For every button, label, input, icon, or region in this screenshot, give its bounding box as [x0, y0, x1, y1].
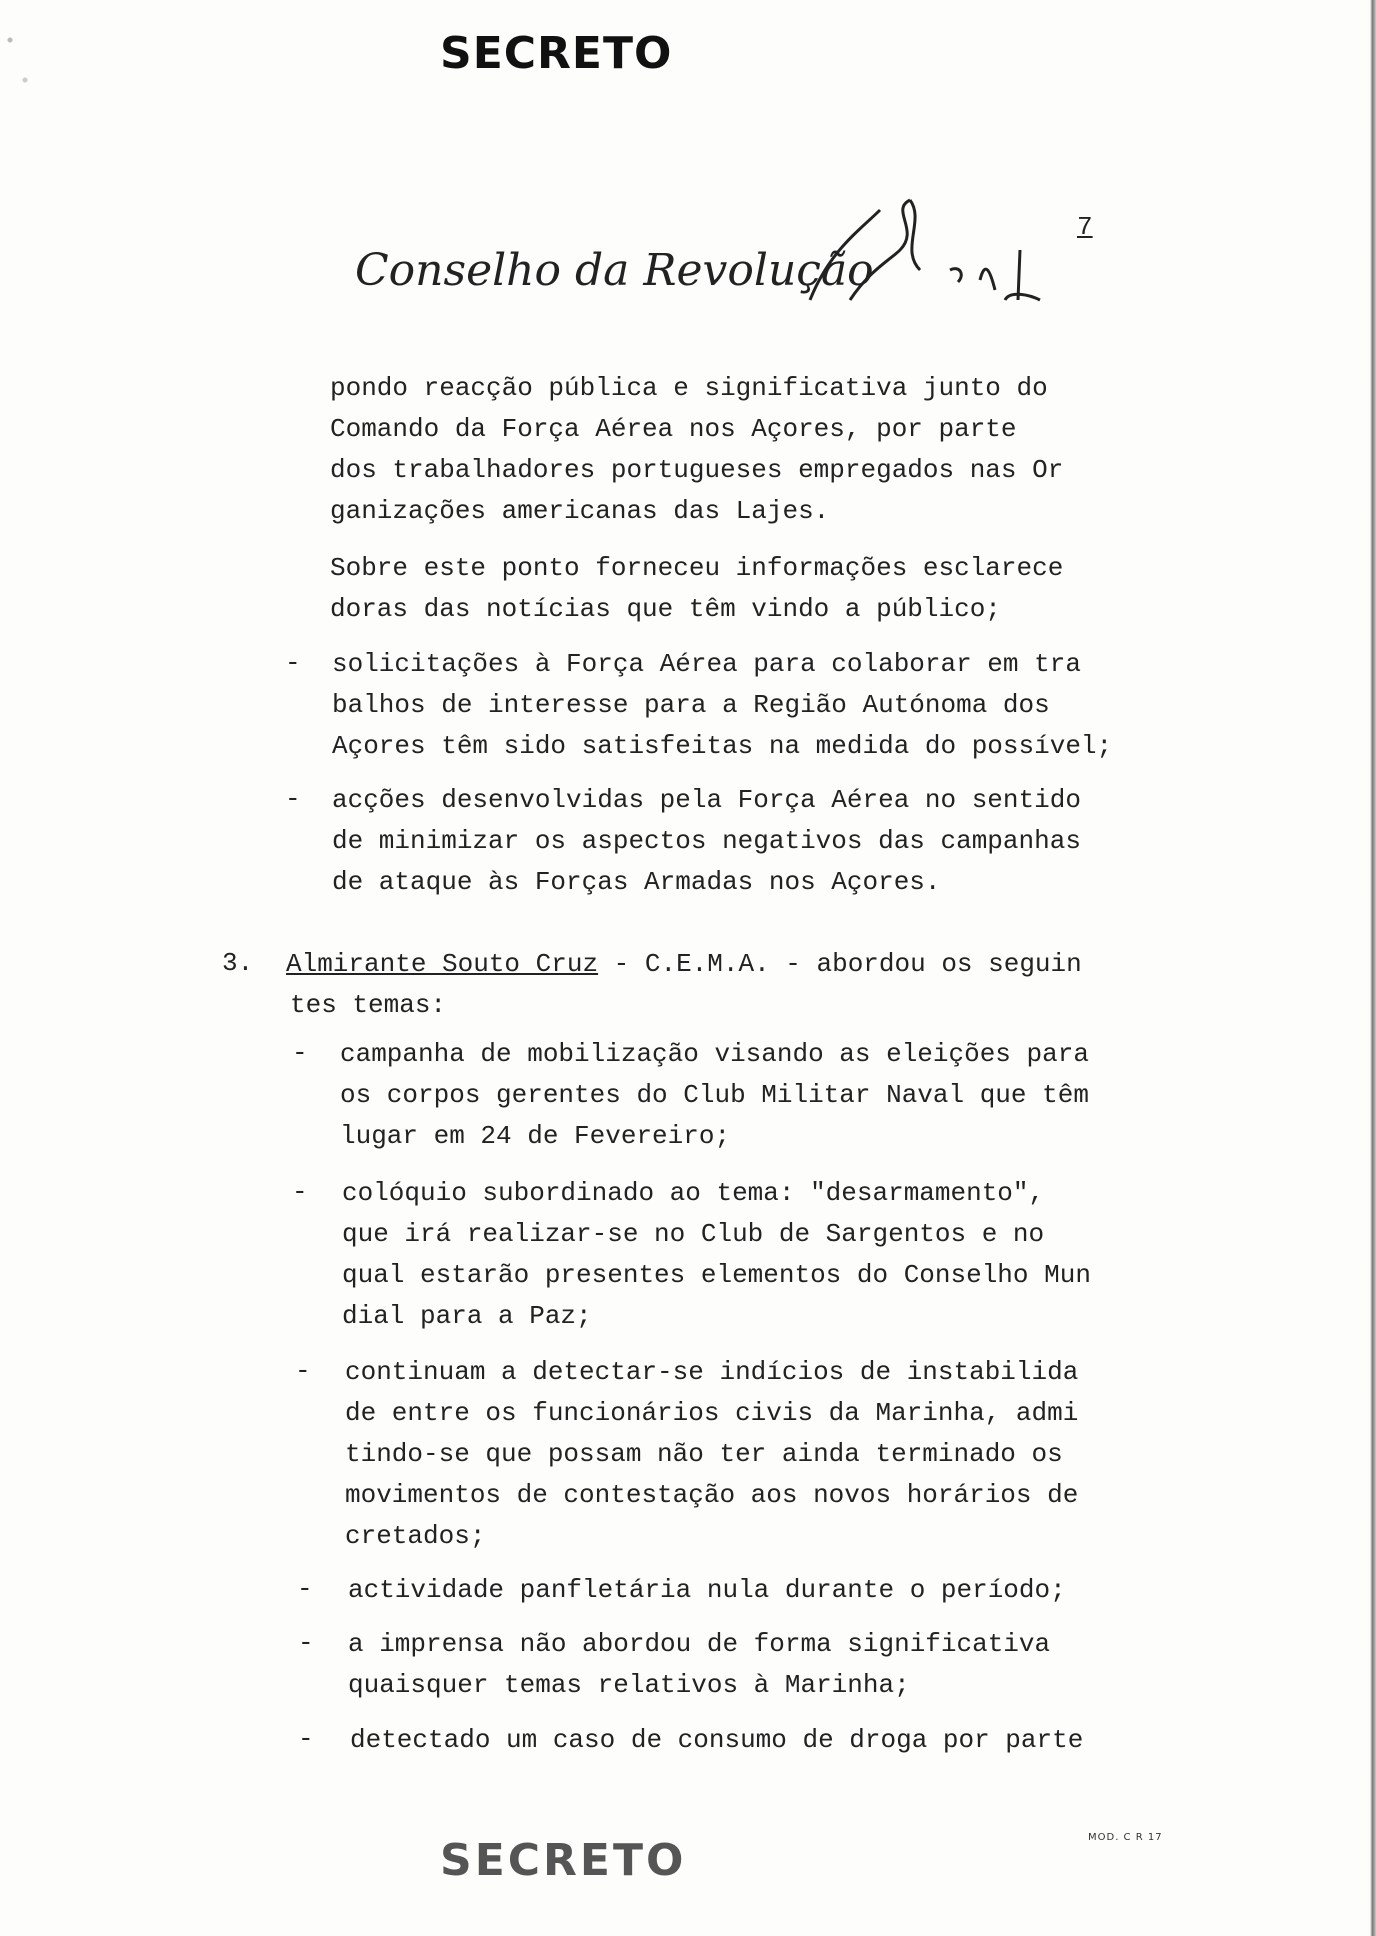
text-line: de minimizar os aspectos negativos das campanhas	[332, 826, 1081, 856]
section-number: 3.	[222, 948, 254, 978]
text-line: que irá realizar-se no Club de Sargentos e no	[342, 1219, 1045, 1249]
text-line: colóquio subordinado ao tema: "desarmamento",	[342, 1178, 1045, 1208]
text-line: campanha de mobilização visando as eleições para	[340, 1039, 1089, 1069]
heading-rest: - C.E.M.A. - abordou os seguin	[598, 949, 1082, 979]
text-line: doras das notícias que têm vindo a público;	[330, 594, 1001, 624]
text-line: solicitações à Força Aérea para colaborar em tra	[332, 649, 1081, 679]
text-line: Sobre este ponto forneceu informações esclarece	[330, 553, 1064, 583]
text-line: ganizações americanas das Lajes.	[330, 496, 830, 526]
classification-stamp-bottom: SECRETO	[440, 1835, 687, 1886]
speaker-name: Almirante Souto Cruz	[286, 949, 599, 979]
text-line: de ataque às Forças Armadas nos Açores.	[332, 867, 941, 897]
text-line: movimentos de contestação aos novos horários de	[345, 1480, 1079, 1510]
text-line: quaisquer temas relativos à Marinha;	[348, 1670, 910, 1700]
bullet-dash: -	[295, 1356, 311, 1386]
form-code: MOD. C R 17	[1088, 1832, 1163, 1843]
text-line: acções desenvolvidas pela Força Aérea no sentido	[332, 785, 1081, 815]
bullet-dash: -	[298, 1724, 314, 1754]
text-line: dos trabalhadores portugueses empregados nas Or	[330, 455, 1064, 485]
text-line: tes temas:	[290, 990, 447, 1020]
text-line: de entre os funcionários civis da Marinha, admi	[345, 1398, 1079, 1428]
text-line: os corpos gerentes do Club Militar Naval que têm	[340, 1080, 1089, 1110]
bullet-dash: -	[298, 1628, 314, 1658]
text-line: a imprensa não abordou de forma significativa	[348, 1629, 1051, 1659]
bullet-dash: -	[285, 784, 301, 814]
text-line: dial para a Paz;	[342, 1301, 592, 1331]
page-number: 7	[1077, 212, 1093, 242]
bullet-dash: -	[297, 1574, 313, 1604]
text-line: qual estarão presentes elementos do Conselho Mun	[342, 1260, 1091, 1290]
handwritten-signature	[790, 190, 1050, 340]
text-line: actividade panfletária nula durante o período;	[348, 1575, 1066, 1605]
section-heading	[286, 948, 1082, 980]
bullet-dash: -	[292, 1038, 308, 1068]
text-line: tindo-se que possam não ter ainda terminado os	[345, 1439, 1063, 1469]
text-line: detectado um caso de consumo de droga por parte	[350, 1725, 1084, 1755]
text-line: cretados;	[345, 1521, 486, 1551]
text-line: balhos de interesse para a Região Autónoma dos	[332, 690, 1050, 720]
text-line: continuam a detectar-se indícios de instabilida	[345, 1357, 1079, 1387]
letterhead: Conselho da Revolução	[355, 245, 874, 296]
scan-edge	[1370, 0, 1376, 1936]
text-line: pondo reacção pública e significativa junto do	[330, 373, 1048, 403]
bullet-dash: -	[285, 648, 301, 678]
bullet-dash: -	[292, 1177, 308, 1207]
scan-speckle	[0, 0, 40, 180]
text-line: Comando da Força Aérea nos Açores, por parte	[330, 414, 1017, 444]
text-line: lugar em 24 de Fevereiro;	[340, 1121, 731, 1151]
classification-stamp-top: SECRETO	[440, 28, 673, 79]
text-line: Açores têm sido satisfeitas na medida do possível;	[332, 731, 1113, 761]
